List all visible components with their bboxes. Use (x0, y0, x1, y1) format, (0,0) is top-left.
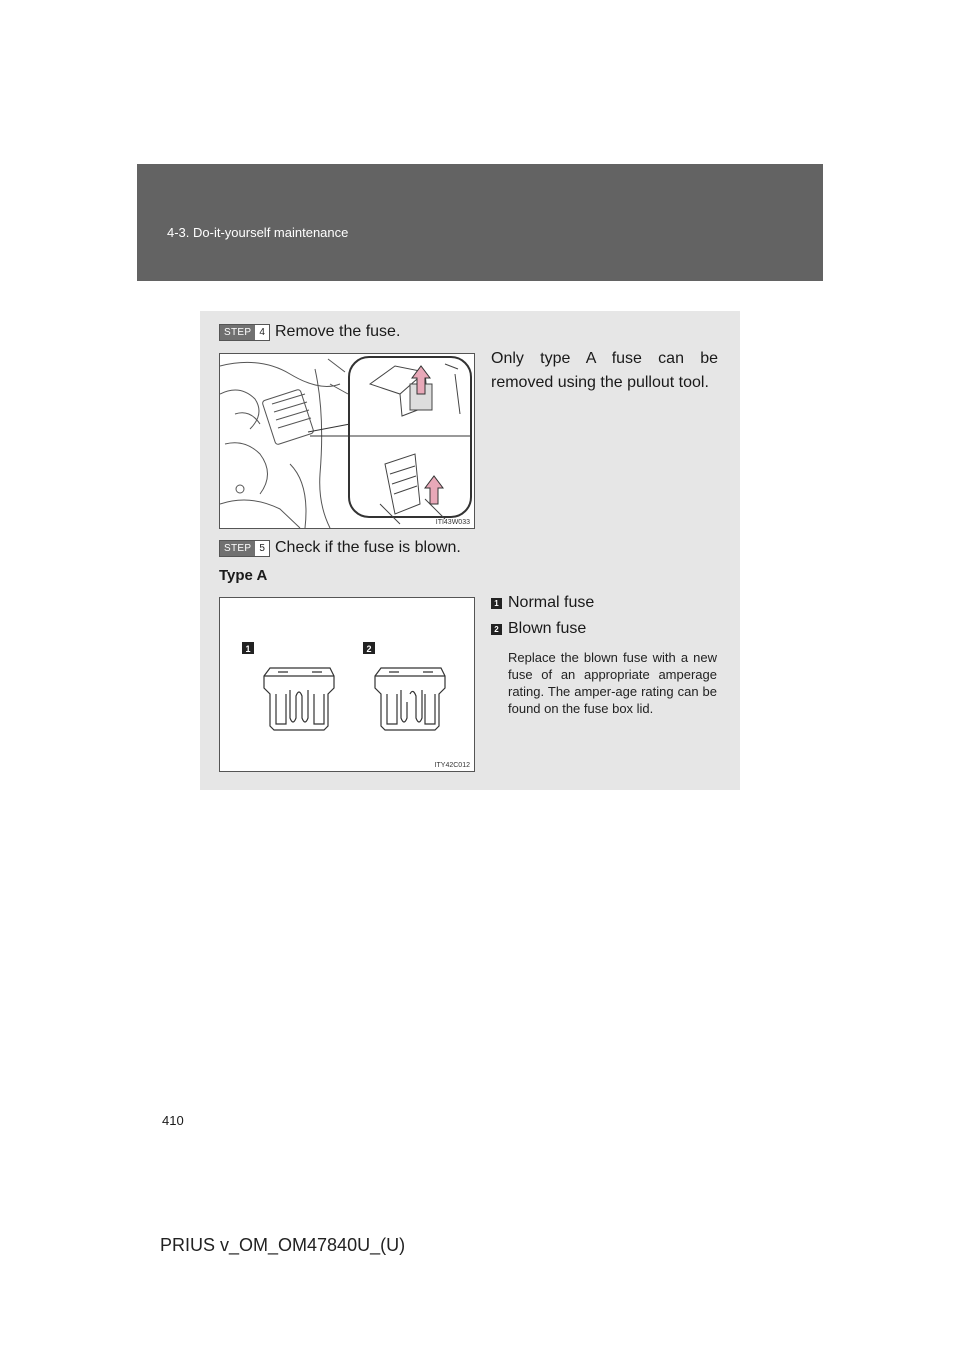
fuse-comparison-illustration (219, 597, 475, 772)
figure-code: ITY42C012 (434, 762, 470, 769)
replacement-note: Replace the blown fuse with a new fuse of an appropriate amperage rating. The amper-age rating can be found on the fuse box lid. (508, 650, 717, 716)
svg-text:1: 1 (245, 644, 251, 654)
step-word: STEP (220, 541, 255, 556)
step-number: 4 (259, 327, 265, 338)
fuse-removal-illustration (219, 353, 475, 529)
document-id: PRIUS v_OM_OM47840U_(U) (160, 1235, 406, 1255)
legend-item (491, 620, 586, 638)
fuses-drawing (220, 598, 474, 771)
type-a-heading: Type A (219, 567, 268, 584)
step-4-body: Only type A fuse can be removed using the pullout tool. (491, 350, 718, 391)
content-box (200, 311, 740, 790)
step-word: STEP (220, 325, 255, 340)
step-5-badge (219, 540, 270, 557)
number-badge: 1 (491, 598, 502, 609)
blown-fuse-icon (375, 668, 445, 730)
step-number: 5 (259, 543, 265, 554)
normal-fuse-icon (264, 668, 334, 730)
page-number: 410 (162, 1113, 184, 1128)
header-bar (137, 164, 823, 281)
step-4-text: Remove the fuse. (275, 323, 401, 340)
legend-item (491, 594, 594, 612)
legend-label: Blown fuse (508, 620, 587, 637)
number-badge: 2 (491, 624, 502, 635)
step-4-badge (219, 324, 270, 341)
figure-code: ITI43W033 (435, 519, 470, 526)
engine-bay-drawing (220, 354, 474, 528)
step-5-text: Check if the fuse is blown. (275, 539, 461, 556)
legend-label: Normal fuse (508, 594, 595, 611)
section-title: 4-3. Do-it-yourself maintenance (167, 225, 349, 240)
svg-text:2: 2 (366, 644, 372, 654)
